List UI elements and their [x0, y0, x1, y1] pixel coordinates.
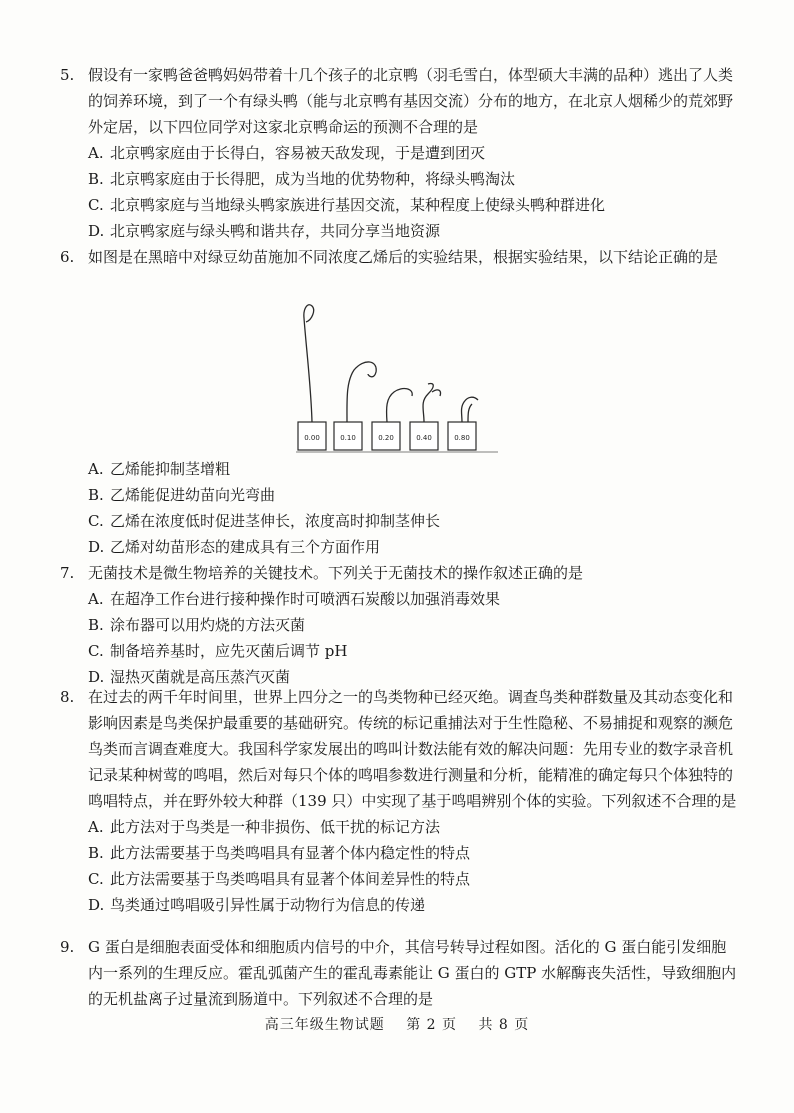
question-number: 5. — [60, 66, 75, 84]
option-label: A. — [88, 818, 104, 836]
concentration-label: 0.10 — [340, 434, 356, 442]
option-b — [88, 166, 740, 192]
option-b — [88, 482, 740, 508]
seedling-stem — [462, 397, 479, 422]
option-d — [88, 218, 740, 244]
option-label: B. — [88, 616, 104, 634]
option-c — [88, 192, 740, 218]
question-stem: G 蛋白是细胞表面受体和细胞质内信号的中介，其信号转导过程如图。活化的 G 蛋白能引发细胞内一系列的生理反应。霍乱弧菌产生的霍乱毒素能让 G 蛋白的 GTP 水解酶丧失活性，导致细胞内的无机盐离子过量流到肠道中。下列叙述不合理的是 — [88, 938, 737, 1008]
concentration-label: 0.20 — [378, 434, 394, 442]
question-number: 7. — [60, 564, 75, 582]
option-d — [88, 892, 740, 918]
seedling-stem — [423, 383, 433, 422]
option-a — [88, 140, 740, 166]
question-number: 6. — [60, 248, 75, 266]
option-a — [88, 586, 740, 612]
option-label: B. — [88, 486, 104, 504]
option-b — [88, 840, 740, 866]
footer-title: 高三年级生物试题 — [264, 1017, 385, 1033]
option-text: 此方法需要基于鸟类鸣唱具有显著个体间差异性的特点 — [110, 870, 471, 888]
seedling-stem — [347, 362, 376, 422]
option-text: 乙烯能促进幼苗向光弯曲 — [110, 486, 276, 504]
question-6 — [60, 244, 740, 270]
option-label: C. — [88, 196, 104, 214]
question-5 — [60, 62, 740, 244]
option-label: A. — [88, 144, 104, 162]
option-d — [88, 534, 740, 560]
footer-page: 第 2 页 — [406, 1017, 457, 1033]
question-stem: 在过去的两千年时间里，世界上四分之一的鸟类物种已经灭绝。调查鸟类种群数量及其动态变化和影响因素是鸟类保护最重要的基础研究。传统的标记重捕法对于生性隐秘、不易捕捉和观察的濒危鸟类而言调查难度大。我国科学家发展出的鸣叫计数法能有效的解决问题：先用专业的数字录音机记录某种树莺的鸣唱，然后对每只个体的鸣唱参数进行测量和分析，能精准的确定每只个体独特的鸣唱特点，并在野外较大种群（139 只）中实现了基于鸣唱辨别个体的实验。下列叙述不合理的是 — [88, 688, 737, 810]
option-label: D. — [88, 538, 105, 556]
option-label: D. — [88, 222, 105, 240]
seedling-stem — [387, 389, 413, 422]
concentration-label: 0.40 — [416, 434, 432, 442]
option-text: 涂布器可以用灼烧的方法灭菌 — [110, 616, 306, 634]
option-label: A. — [88, 590, 104, 608]
option-a — [88, 814, 740, 840]
option-c — [88, 638, 740, 664]
option-text: 湿热灭菌就是高压蒸汽灭菌 — [110, 668, 291, 686]
option-c — [88, 866, 740, 892]
question-stem: 无菌技术是微生物培养的关键技术。下列关于无菌技术的操作叙述正确的是 — [88, 564, 584, 582]
page-footer — [0, 1014, 794, 1034]
option-text: 乙烯能抑制茎增粗 — [110, 460, 231, 478]
question-number: 8. — [60, 688, 75, 706]
option-label: B. — [88, 170, 104, 188]
option-text: 制备培养基时，应先灭菌后调节 pH — [110, 642, 348, 660]
option-label: C. — [88, 642, 104, 660]
concentration-label: 0.80 — [454, 434, 470, 442]
question-8 — [60, 684, 740, 918]
question-number: 9. — [60, 938, 75, 956]
option-label: D. — [88, 896, 105, 914]
option-text: 北京鸭家庭由于长得肥，成为当地的优势物种，将绿头鸭淘汰 — [110, 170, 516, 188]
option-label: C. — [88, 870, 104, 888]
option-text: 乙烯对幼苗形态的建成具有三个方面作用 — [110, 538, 381, 556]
seedling-stem — [432, 390, 441, 396]
option-text: 乙烯在浓度低时促进茎伸长，浓度高时抑制茎伸长 — [110, 512, 441, 530]
seedling-figure — [292, 296, 502, 456]
seedling-stem — [468, 404, 472, 422]
question-7 — [60, 560, 740, 690]
option-label: A. — [88, 460, 104, 478]
option-b — [88, 612, 740, 638]
option-text: 此方法需要基于鸟类鸣唱具有显著个体内稳定性的特点 — [110, 844, 471, 862]
footer-total: 共 8 页 — [478, 1017, 530, 1033]
question-stem: 假设有一家鸭爸爸鸭妈妈带着十几个孩子的北京鸭（羽毛雪白，体型硕大丰满的品种）逃出了人类的饲养环境，到了一个有绿头鸭（能与北京鸭有基因交流）分布的地方，在北京人烟稀少的荒郊野外定居，以下四位同学对这家北京鸭命运的预测不合理的是 — [88, 66, 734, 136]
seedling-stem — [304, 305, 314, 422]
option-c — [88, 508, 740, 534]
option-a — [88, 456, 740, 482]
option-label: D. — [88, 668, 105, 686]
option-text: 北京鸭家庭与绿头鸭和谐共存，共同分享当地资源 — [110, 222, 441, 240]
question-9 — [60, 934, 740, 1012]
option-text: 北京鸭家庭由于长得白，容易被天敌发现，于是遭到团灭 — [110, 144, 486, 162]
option-text: 在超净工作台进行接种操作时可喷洒石炭酸以加强消毒效果 — [110, 590, 501, 608]
option-label: B. — [88, 844, 104, 862]
option-text: 鸟类通过鸣唱吸引异性属于动物行为信息的传递 — [110, 896, 426, 914]
option-text: 北京鸭家庭与当地绿头鸭家族进行基因交流，某种程度上使绿头鸭种群进化 — [110, 196, 606, 214]
option-text: 此方法对于鸟类是一种非损伤、低干扰的标记方法 — [110, 818, 441, 836]
question-stem: 如图是在黑暗中对绿豆幼苗施加不同浓度乙烯后的实验结果，根据实验结果，以下结论正确的是 — [88, 248, 719, 266]
concentration-label: 0.00 — [304, 434, 320, 442]
seedling-diagram — [292, 296, 502, 456]
option-label: C. — [88, 512, 104, 530]
question-6-options — [60, 456, 740, 560]
